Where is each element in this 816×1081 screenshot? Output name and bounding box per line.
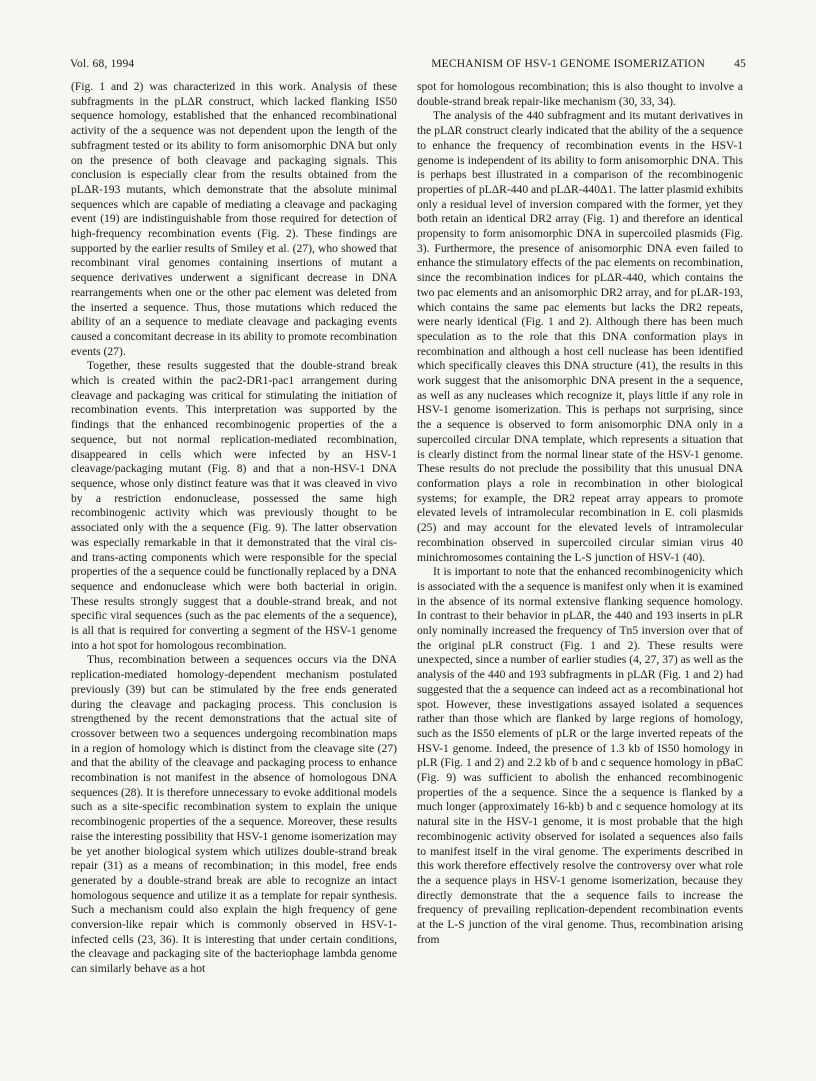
right-column	[417, 80, 743, 947]
left-column	[71, 80, 397, 977]
header-right	[431, 58, 746, 70]
paragraph: Thus, recombination between a sequences occurs via the DNA replication-mediated homology-dependent mechanism postulated previously (39) but can be stimulated by the free ends generated during the cleavage and packaging process. This conclusion is strengthened by the recent demonstrations that the actual site of crossover between two a sequences undergoing recombination maps in a region of homology which is distinct from the cleavage site (27) and that the ability of the cleavage and packaging process to enhance recombination is not manifest in the absence of homologous DNA sequences (28). It is therefore unnecessary to evoke additional models such as a site-specific recombination system to explain the unique recombinogenic properties of the a sequence. Moreover, these results raise the interesting possibility that HSV-1 genome isomerization may be yet another biological system which utilizes double-strand break repair (31) as a means of recombination; in this model, free ends generated by a double-strand break are able to recognize an intact homologous sequence and utilize it as a template for repair synthesis. Such a mechanism could also explain the high frequency of gene conversion-like repair which is commonly observed in HSV-1-infected cells (23, 36). It is interesting that under certain conditions, the cleavage and packaging site of the bacteriophage lambda genome can similarly behave as a hot	[71, 653, 397, 976]
running-header	[70, 58, 746, 76]
paragraph: Together, these results suggested that the double-strand break which is created within the pac2-DR1-pac1 arrangement during cleavage and packaging was critical for stimulating the initiation of recombination events. This interpretation was supported by the findings that the enhanced recombinogenic properties of the a sequence, but not normal replication-mediated recombination, disappeared in cells which were infected by an HSV-1 cleavage/packaging mutant (Fig. 8) and that a non-HSV-1 DNA sequence, whose only distinct feature was that it was cleaved in vivo by a restriction endonuclease, possessed the same high recombinogenic activity which was previously thought to be associated only with the a sequence (Fig. 9). The latter observation was especially remarkable in that it demonstrated that the viral cis- and trans-acting components which were responsible for the special properties of the a sequence could be functionally replaced by a DNA sequence and endonuclease which were both bacterial in origin. These results strongly suggest that a double-strand break, and not specific viral sequences (such as the pac elements of the a sequence), is all that is required for converting a segment of the HSV-1 genome into a hot spot for homologous recombination.	[71, 359, 397, 652]
paragraph: spot for homologous recombination; this is also thought to involve a double-strand break repair-like mechanism (30, 33, 34).	[417, 80, 743, 108]
page-number: 45	[734, 58, 746, 70]
running-title: MECHANISM OF HSV-1 GENOME ISOMERIZATION	[431, 58, 706, 70]
volume-info: Vol. 68, 1994	[70, 58, 135, 70]
paragraph: (Fig. 1 and 2) was characterized in this work. Analysis of these subfragments in the pLΔR construct, which lacked flanking IS50 sequence homology, established that the enhanced recombinational activity of the a sequence was not dependent upon the length of the subfragment tested or its ability to form anisomorphic DNA but only on the presence of both cleavage and packaging signals. This conclusion is especially clear from the results obtained from the pLΔR-193 mutants, which demonstrate that the absolute minimal sequences which are capable of mediating a cleavage and packaging event (19) are indistinguishable from those required for detection of high-frequency recombination events (Fig. 2). These findings are supported by the earlier results of Smiley et al. (27), who showed that recombinant viral genomes containing insertions of mutant a sequence derivatives underwent a significant decrease in DNA rearrangements when one or the other pac element was deleted from the inserted a sequence. Thus, those mutations which reduced the ability of an a sequence to mediate cleavage and packaging events caused a concomitant decrease in its ability to promote recombination events (27).	[71, 80, 397, 358]
paragraph: It is important to note that the enhanced recombinogenicity which is associated with the a sequence is manifest only when it is examined in the absence of its normal extensive flanking sequence homology. In contrast to their behavior in pLΔR, the 440 and 193 inserts in pLR only nominally increased the frequency of Tn5 inversion over that of the original pLR construct (Fig. 1 and 2). These results were unexpected, since a number of earlier studies (4, 27, 37) as well as the analysis of the 440 and 193 subfragments in pLΔR (Fig. 1 and 2) had suggested that the a sequence can indeed act as a recombinational hot spot. However, these investigations assayed isolated a sequences rather than those which are flanked by large regions of homology, such as the IS50 elements of pLR or the large inverted repeats of the HSV-1 genome. Indeed, the presence of 1.3 kb of IS50 homology in pLR (Fig. 1 and 2) and 2.2 kb of b and c sequence homology in pBaC (Fig. 9) was sufficient to abolish the enhanced recombinogenic properties of the a sequence. Since the a sequence is flanked by a much longer (approximately 16-kb) b and c sequence homology at its natural site in the HSV-1 genome, it is most probable that the high recombinogenic activity observed for isolated a sequences also fails to manifest itself in the viral genome. The experiments described in this work therefore effectively resolve the controversy over what role the a sequence plays in HSV-1 genome isomerization, because they directly demonstrate that the a sequence fails to increase the frequency of prevailing replication-dependent recombination events at the L-S junction of the viral genome. Thus, recombination arising from	[417, 565, 743, 946]
paragraph: The analysis of the 440 subfragment and its mutant derivatives in the pLΔR construct clearly indicated that the ability of the a sequence to enhance the frequency of recombination events in the HSV-1 genome is independent of its ability to form anisomorphic DNA. This is perhaps best illustrated in a comparison of the recombinogenic properties of pLΔR-440 and pLΔR-440Δ1. The latter plasmid exhibits only a residual level of inversion compared with the former, yet they both retain an identical DR2 array (Fig. 1) and therefore an identical propensity to form anisomorphic DNA in supercoiled plasmids (Fig. 3). Furthermore, the presence of anisomorphic DNA even failed to enhance the stimulatory effects of the pac elements on recombination, since the recombination indices for pLΔR-440, which contains the two pac elements and an anisomorphic DR2 array, and for pLΔR-193, which contains the same pac elements but lacks the DR2 repeats, were nearly identical (Fig. 1 and 2). Although there has been much speculation as to the role that this DNA conformation plays in recombination and although a host cell nuclease has been identified which specifically cleaves this DNA structure (41), the results in this work suggest that the anisomorphic DNA present in the a sequence, as well as any nucleases which recognize it, plays little if any role in HSV-1 genome isomerization. This is perhaps not surprising, since the a sequence is observed to form anisomorphic DNA only in a supercoiled circular DNA template, which represents a situation that is clearly distinct from the normal linear state of the HSV-1 genome. These results do not preclude the possibility that this unusual DNA conformation plays a role in recombination in other biological systems; for example, the DR2 repeat array appears to promote elevated levels of intramolecular recombination in E. coli plasmids (25) and may account for the elevated levels of intramolecular recombination observed in supercoiled circular simian virus 40 minichromosomes containing the L-S junction of HSV-1 (40).	[417, 109, 743, 564]
